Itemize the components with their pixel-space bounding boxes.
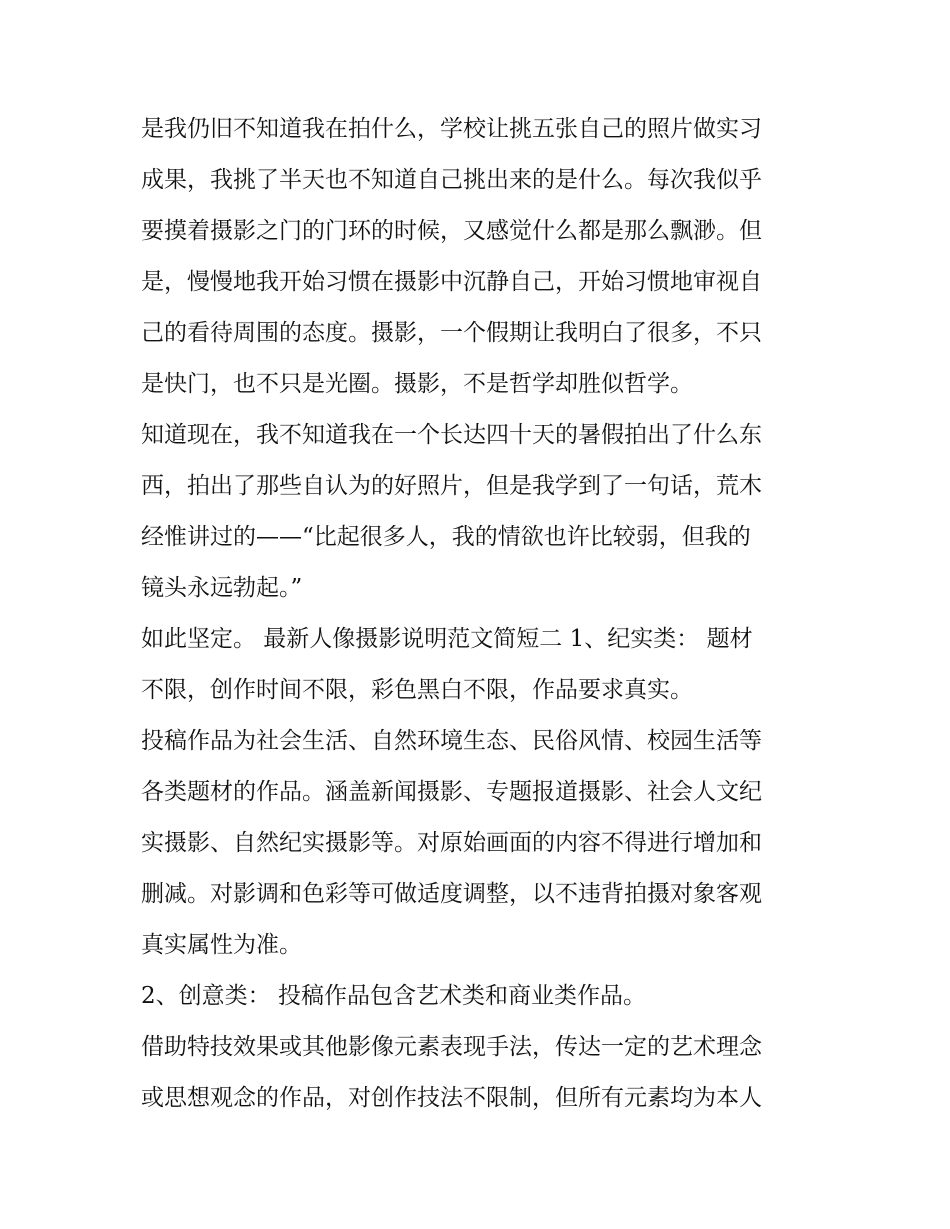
text-line: 借助特技效果或其他影像元素表现手法，传达一定的艺术理念 — [141, 1034, 762, 1060]
text-line: 或思想观念的作品，对创作技法不限制，但所有元素均为本人 — [141, 1085, 762, 1111]
text-line: 投稿作品为社会生活、自然环境生态、民俗风情、校园生活等 — [141, 728, 762, 754]
text-line: 2、创意类： 投稿作品包含艺术类和商业类作品。 — [141, 983, 646, 1009]
document-body — [141, 104, 813, 1124]
text-line: 如此坚定。 最新人像摄影说明范文简短二 1、纪实类： 题材 — [141, 626, 753, 652]
text-line: 是我仍旧不知道我在拍什么，学校让挑五张自己的照片做实习 — [141, 116, 762, 142]
text-line: 西，拍出了那些自认为的好照片，但是我学到了一句话，荒木 — [141, 473, 762, 499]
text-line: 是，慢慢地我开始习惯在摄影中沉静自己，开始习惯地审视自 — [141, 269, 762, 295]
text-line: 己的看待周围的态度。摄影，一个假期让我明白了很多，不只 — [141, 320, 762, 346]
text-line: 各类题材的作品。涵盖新闻摄影、专题报道摄影、社会人文纪 — [141, 779, 762, 805]
text-line: 实摄影、自然纪实摄影等。对原始画面的内容不得进行增加和 — [141, 830, 762, 856]
text-line: 经惟讲过的——“比起很多人，我的情欲也许比较弱，但我的 — [141, 524, 751, 550]
text-line: 删减。对影调和色彩等可做适度调整，以不违背拍摄对象客观 — [141, 881, 762, 907]
text-line: 真实属性为准。 — [141, 932, 302, 958]
text-line: 镜头永远勃起。” — [141, 575, 303, 601]
text-line: 知道现在，我不知道我在一个长达四十天的暑假拍出了什么东 — [141, 422, 762, 448]
text-line: 是快门，也不只是光圈。摄影，不是哲学却胜似哲学。 — [141, 371, 693, 397]
text-line: 要摸着摄影之门的门环的时候，又感觉什么都是那么飘渺。但 — [141, 218, 762, 244]
text-line: 不限，创作时间不限，彩色黑白不限，作品要求真实。 — [141, 677, 693, 703]
text-line: 成果，我挑了半天也不知道自己挑出来的是什么。每次我似乎 — [141, 167, 762, 193]
